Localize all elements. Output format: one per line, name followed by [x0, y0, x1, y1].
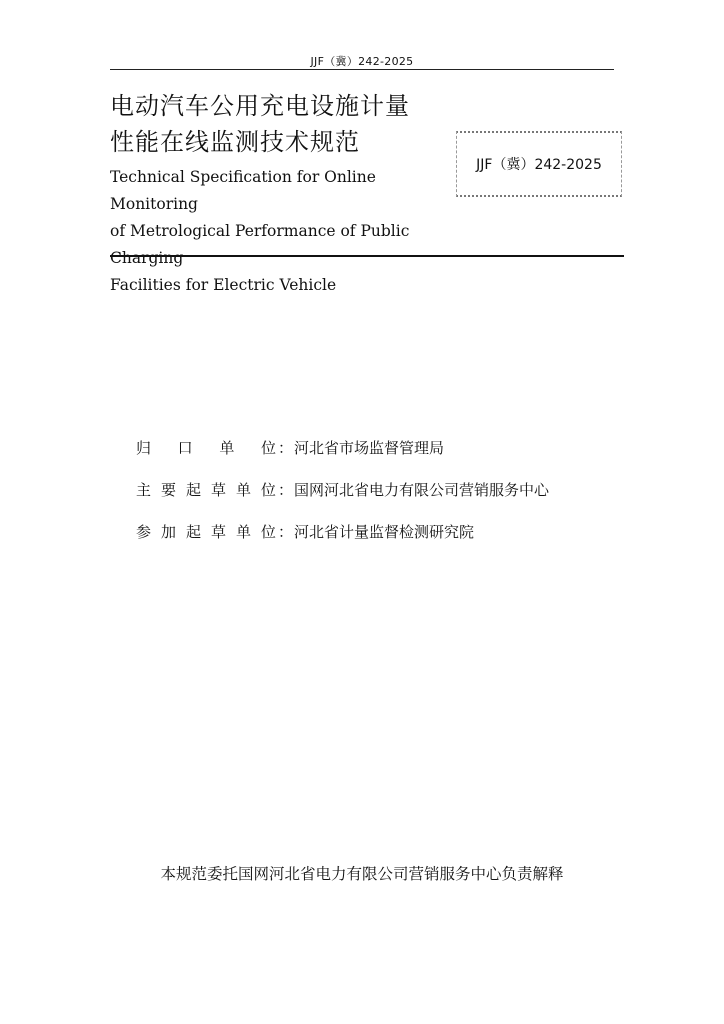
standard-code-box [456, 131, 622, 197]
unit-label [136, 521, 276, 542]
unit-label-char: 加 [160, 522, 176, 541]
unit-label-char: 起 [185, 522, 201, 541]
standard-code: JJF（冀）242-2025 [476, 157, 602, 173]
unit-label-char: 要 [160, 480, 176, 499]
title-en-line3: Facilities for Electric Vehicle [110, 276, 337, 294]
title-en-line2: of Metrological Performance of Public Charging [110, 222, 410, 267]
unit-label-char: 位 [260, 438, 276, 457]
unit-value: 河北省市场监督管理局 [294, 438, 445, 457]
unit-colon: ： [278, 438, 294, 457]
interpretation-note: 本规范委托国网河北省电力有限公司营销服务中心负责解释 [160, 865, 564, 883]
unit-row-main-drafter [136, 478, 549, 500]
unit-value: 河北省计量监督检测研究院 [294, 522, 475, 541]
title-divider [110, 255, 624, 257]
title-block [110, 88, 450, 299]
unit-colon: ： [278, 480, 294, 499]
unit-colon: ： [278, 522, 294, 541]
title-en-line1: Technical Specification for Online Monitoring [110, 168, 376, 213]
unit-row-participating-drafter [136, 520, 549, 542]
unit-label-char: 起 [185, 480, 201, 499]
unit-label [136, 479, 276, 500]
unit-value: 国网河北省电力有限公司营销服务中心 [294, 480, 550, 499]
title-cn-line2: 性能在线监测技术规范 [110, 128, 360, 156]
drafting-units [136, 436, 549, 562]
unit-label-char: 单 [235, 480, 251, 499]
unit-label-char: 草 [210, 480, 226, 499]
unit-label-char: 口 [177, 438, 193, 457]
title-cn-line1: 电动汽车公用充电设施计量 [110, 92, 410, 120]
unit-row-responsible [136, 436, 549, 458]
unit-label-char: 位 [260, 480, 276, 499]
title-cn [110, 88, 450, 160]
unit-label [136, 437, 276, 458]
unit-label-char: 位 [260, 522, 276, 541]
unit-label-char: 草 [210, 522, 226, 541]
unit-label-char: 单 [219, 438, 235, 457]
unit-label-char: 参 [136, 522, 152, 541]
unit-label-char: 单 [235, 522, 251, 541]
title-en [110, 164, 450, 299]
unit-label-char: 主 [136, 480, 152, 499]
unit-label-char: 归 [136, 438, 152, 457]
header-divider [110, 69, 614, 70]
page-header-code: JJF（冀）242-2025 [310, 55, 414, 68]
